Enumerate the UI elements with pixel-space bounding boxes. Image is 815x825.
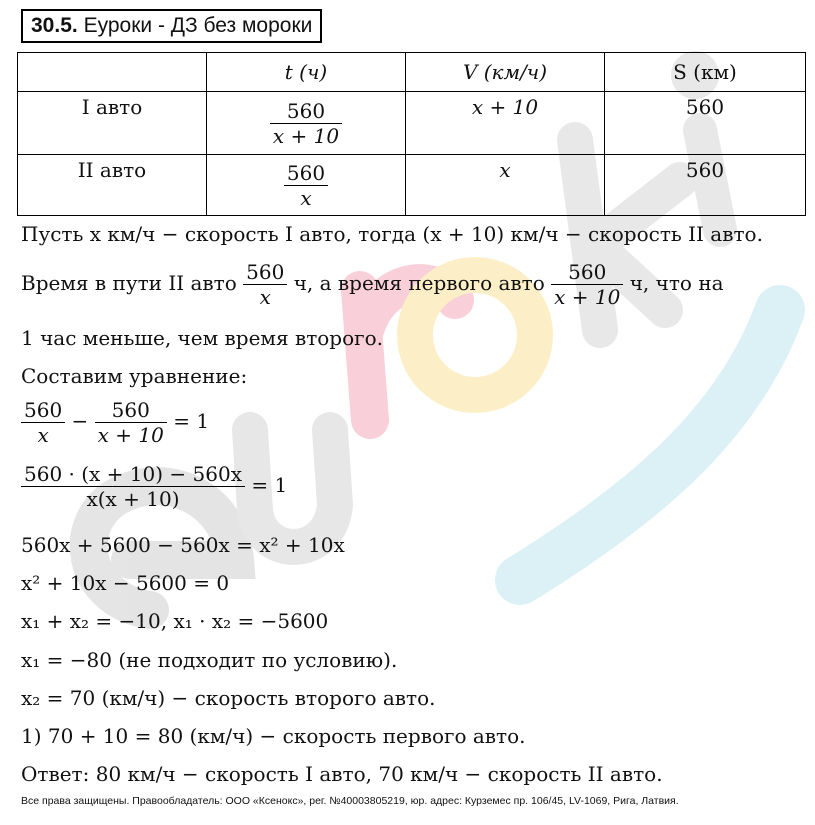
fraction: $\frac{560}{x}$ (284, 161, 328, 210)
fraction: $\frac{560 \cdot (x + 10) - 560x}{x(x + 10)}$ (21, 462, 245, 511)
table-header-cell: S (км) (605, 53, 806, 92)
fraction: $\frac{560}{x}$ (243, 260, 287, 309)
solution-line: Составим уравнение: (21, 364, 248, 388)
fraction: $\frac{560}{x}$ (21, 398, 65, 447)
task-title (21, 9, 322, 43)
table-cell-time (207, 92, 406, 155)
table-row (18, 155, 806, 216)
equation: x₂ = 70 (км/ч) − скорость второго авто. (21, 686, 436, 710)
table-header-cell (18, 53, 207, 92)
table-row (18, 92, 806, 155)
table-cell-speed: x (406, 155, 605, 216)
fraction: $\frac{560}{x + 10}$ (95, 398, 167, 447)
table-cell-time (207, 155, 406, 216)
equation: x² + 10x − 5600 = 0 (21, 571, 230, 595)
equation: x₁ = −80 (не подходит по условию). (21, 648, 398, 672)
equation: 560x + 5600 − 560x = x² + 10x (21, 533, 345, 557)
fraction: $\frac{560}{x + 10}$ (551, 260, 623, 309)
solution-line: Пусть x км/ч − скорость I авто, тогда (x + 10) км/ч − скорость II авто. (21, 222, 763, 246)
equation: $\frac{560}{x}$ − $\frac{560}{x + 10}$ = 1 (21, 398, 209, 447)
table-cell-distance: 560 (605, 155, 806, 216)
answer: Ответ: 80 км/ч − скорость I авто, 70 км/ч − скорость II авто. (21, 762, 663, 786)
equation: $\frac{560 \cdot (x + 10) - 560x}{x(x + 10)}$ = 1 (21, 462, 287, 511)
table-header-cell: t (ч) (207, 53, 406, 92)
solution-line: 1 час меньше, чем время второго. (21, 326, 384, 350)
table-header-cell: V (км/ч) (406, 53, 605, 92)
task-title-text: Еуроки - ДЗ без мороки (83, 14, 313, 37)
fraction: $\frac{560}{x + 10}$ (270, 99, 342, 148)
task-number: 30.5. (31, 14, 78, 37)
equation: x₁ + x₂ = −10, x₁ · x₂ = −5600 (21, 609, 329, 633)
table-cell-speed: x + 10 (406, 92, 605, 155)
data-table (17, 52, 806, 216)
table-cell-label: II авто (18, 155, 207, 216)
table-cell-label: I авто (18, 92, 207, 155)
equation: 1) 70 + 10 = 80 (км/ч) − скорость первого авто. (21, 724, 526, 748)
copyright-footer: Все права защищены. Правообладатель: ООО «Ксенокс», рег. №40003805219, юр. адрес: Курземес пр. 106/45, LV-1069, Рига, Латвия. (21, 795, 679, 807)
solution-line: Время в пути II авто $\frac{560}{x}$ ч, а время первого авто $\frac{560}{x + 10}$ ч, что на (21, 260, 724, 309)
table-header-row (18, 53, 806, 92)
table-cell-distance: 560 (605, 92, 806, 155)
